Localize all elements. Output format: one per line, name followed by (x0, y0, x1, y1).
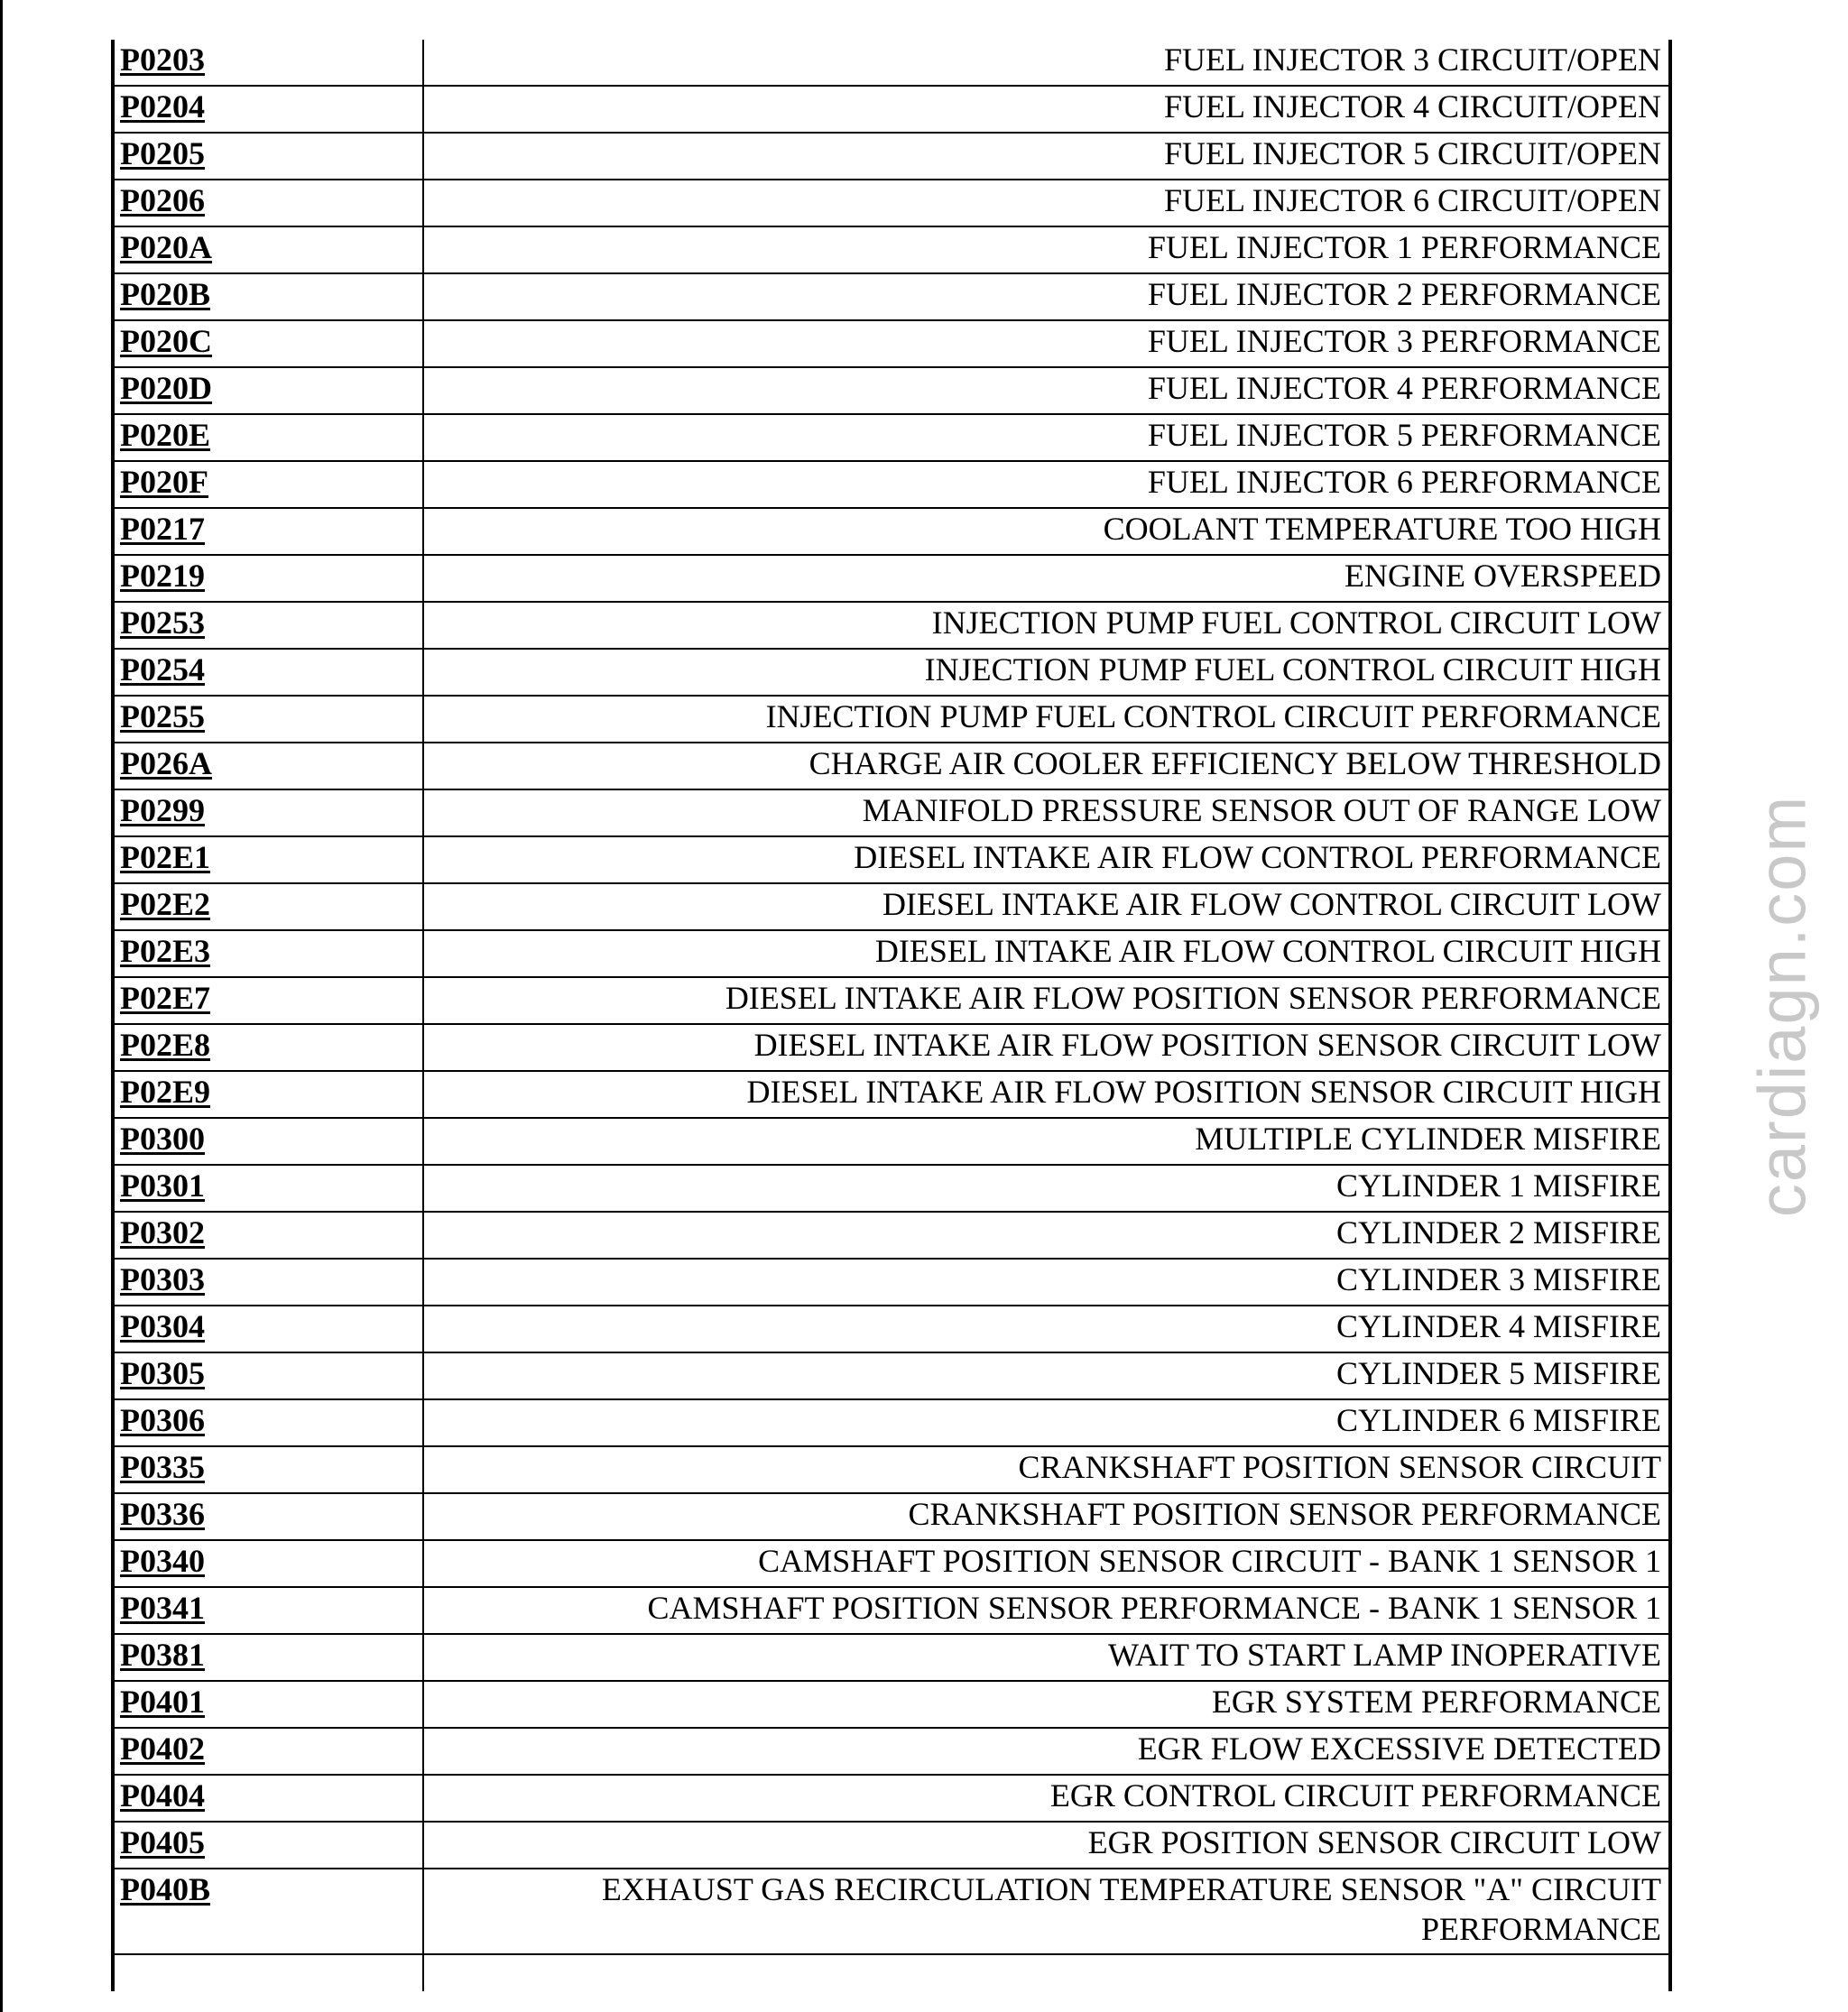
dtc-description-cell: EXHAUST GAS RECIRCULATION TEMPERATURE SENSOR "A" CIRCUIT PERFORMANCE (423, 1869, 1670, 1954)
table-row (113, 1775, 1670, 1822)
dtc-code-cell[interactable]: P0405 (113, 1822, 423, 1869)
table-row (113, 273, 1670, 320)
dtc-code-cell[interactable]: P0255 (113, 696, 423, 743)
dtc-code-cell[interactable]: P0301 (113, 1165, 423, 1212)
dtc-code-cell[interactable]: P02E3 (113, 930, 423, 977)
dtc-code-cell[interactable]: P0305 (113, 1352, 423, 1399)
table-row (113, 696, 1670, 743)
dtc-description-cell: DIESEL INTAKE AIR FLOW CONTROL CIRCUIT HIGH (423, 930, 1670, 977)
dtc-code-cell[interactable]: P0304 (113, 1306, 423, 1352)
dtc-description-cell: CYLINDER 5 MISFIRE (423, 1352, 1670, 1399)
dtc-description-cell: FUEL INJECTOR 1 PERFORMANCE (423, 226, 1670, 273)
table-row (113, 930, 1670, 977)
dtc-code-cell[interactable]: P0303 (113, 1259, 423, 1306)
dtc-code-cell[interactable]: P026A (113, 743, 423, 789)
dtc-description-cell: DIESEL INTAKE AIR FLOW POSITION SENSOR CIRCUIT LOW (423, 1024, 1670, 1071)
dtc-code-cell[interactable]: P020F (113, 461, 423, 508)
dtc-code-cell[interactable]: P02E8 (113, 1024, 423, 1071)
dtc-description-cell: CYLINDER 3 MISFIRE (423, 1259, 1670, 1306)
dtc-description-cell: MANIFOLD PRESSURE SENSOR OUT OF RANGE LOW (423, 789, 1670, 836)
dtc-code-cell[interactable]: P0203 (113, 40, 423, 86)
table-row (113, 883, 1670, 930)
table-row (113, 461, 1670, 508)
table-row (113, 180, 1670, 226)
table-row (113, 1869, 1670, 1954)
dtc-description-cell: DIESEL INTAKE AIR FLOW POSITION SENSOR CIRCUIT HIGH (423, 1071, 1670, 1118)
table-row (113, 86, 1670, 133)
table-row (113, 649, 1670, 696)
dtc-table (111, 40, 1672, 1991)
dtc-description-cell: EGR POSITION SENSOR CIRCUIT LOW (423, 1822, 1670, 1869)
table-row (113, 743, 1670, 789)
table-row (113, 1634, 1670, 1681)
table-row (113, 226, 1670, 273)
dtc-code-cell[interactable]: P0299 (113, 789, 423, 836)
dtc-description-cell: DIESEL INTAKE AIR FLOW CONTROL CIRCUIT LOW (423, 883, 1670, 930)
dtc-description-cell: INJECTION PUMP FUEL CONTROL CIRCUIT HIGH (423, 649, 1670, 696)
dtc-description-cell: CAMSHAFT POSITION SENSOR CIRCUIT - BANK 1 SENSOR 1 (423, 1540, 1670, 1587)
dtc-code-cell[interactable]: P0401 (113, 1681, 423, 1728)
table-row (113, 789, 1670, 836)
table-row (113, 508, 1670, 555)
table-row (113, 414, 1670, 461)
dtc-description-cell: EGR CONTROL CIRCUIT PERFORMANCE (423, 1775, 1670, 1822)
dtc-description-cell: ENGINE OVERSPEED (423, 555, 1670, 602)
table-row (113, 367, 1670, 414)
table-row (113, 1587, 1670, 1634)
dtc-code-cell[interactable]: P0217 (113, 508, 423, 555)
dtc-code-cell[interactable]: P0341 (113, 1587, 423, 1634)
table-row (113, 1259, 1670, 1306)
dtc-description-cell: INJECTION PUMP FUEL CONTROL CIRCUIT PERFORMANCE (423, 696, 1670, 743)
empty-description-cell (423, 1954, 1670, 1991)
table-row (113, 1118, 1670, 1165)
table-row (113, 1681, 1670, 1728)
dtc-code-cell[interactable]: P0204 (113, 86, 423, 133)
table-row (113, 1446, 1670, 1493)
dtc-description-cell: FUEL INJECTOR 5 PERFORMANCE (423, 414, 1670, 461)
dtc-description-cell: EGR SYSTEM PERFORMANCE (423, 1681, 1670, 1728)
dtc-description-cell: COOLANT TEMPERATURE TOO HIGH (423, 508, 1670, 555)
table-row (113, 602, 1670, 649)
dtc-code-cell[interactable]: P02E9 (113, 1071, 423, 1118)
dtc-description-cell: FUEL INJECTOR 2 PERFORMANCE (423, 273, 1670, 320)
table-row (113, 133, 1670, 180)
dtc-code-cell[interactable]: P0205 (113, 133, 423, 180)
dtc-description-cell: FUEL INJECTOR 4 PERFORMANCE (423, 367, 1670, 414)
dtc-code-cell[interactable]: P0219 (113, 555, 423, 602)
dtc-description-cell: EGR FLOW EXCESSIVE DETECTED (423, 1728, 1670, 1775)
dtc-code-cell[interactable]: P0206 (113, 180, 423, 226)
dtc-description-cell: WAIT TO START LAMP INOPERATIVE (423, 1634, 1670, 1681)
dtc-description-cell: MULTIPLE CYLINDER MISFIRE (423, 1118, 1670, 1165)
table-row (113, 1306, 1670, 1352)
dtc-code-cell[interactable]: P040B (113, 1869, 423, 1954)
empty-code-cell (113, 1954, 423, 1991)
dtc-description-cell: DIESEL INTAKE AIR FLOW CONTROL PERFORMANCE (423, 836, 1670, 883)
dtc-code-cell[interactable]: P0253 (113, 602, 423, 649)
dtc-description-cell: FUEL INJECTOR 6 PERFORMANCE (423, 461, 1670, 508)
table-row (113, 40, 1670, 86)
dtc-code-cell[interactable]: P020C (113, 320, 423, 367)
dtc-code-cell[interactable]: P020A (113, 226, 423, 273)
table-row (113, 1822, 1670, 1869)
table-row-empty (113, 1954, 1670, 1991)
dtc-description-cell: FUEL INJECTOR 4 CIRCUIT/OPEN (423, 86, 1670, 133)
dtc-description-cell: FUEL INJECTOR 5 CIRCUIT/OPEN (423, 133, 1670, 180)
dtc-code-cell[interactable]: P0381 (113, 1634, 423, 1681)
table-row (113, 1024, 1670, 1071)
table-row (113, 1728, 1670, 1775)
dtc-description-cell: CYLINDER 6 MISFIRE (423, 1399, 1670, 1446)
dtc-code-cell[interactable]: P02E2 (113, 883, 423, 930)
dtc-description-cell: CYLINDER 4 MISFIRE (423, 1306, 1670, 1352)
dtc-description-cell: CYLINDER 2 MISFIRE (423, 1212, 1670, 1259)
dtc-code-cell[interactable]: P0335 (113, 1446, 423, 1493)
dtc-code-cell[interactable]: P0336 (113, 1493, 423, 1540)
dtc-description-cell: INJECTION PUMP FUEL CONTROL CIRCUIT LOW (423, 602, 1670, 649)
table-row (113, 1071, 1670, 1118)
dtc-code-cell[interactable]: P02E7 (113, 977, 423, 1024)
dtc-description-cell: FUEL INJECTOR 3 PERFORMANCE (423, 320, 1670, 367)
table-row (113, 977, 1670, 1024)
dtc-code-cell[interactable]: P020B (113, 273, 423, 320)
table-row (113, 836, 1670, 883)
dtc-description-cell: CAMSHAFT POSITION SENSOR PERFORMANCE - BANK 1 SENSOR 1 (423, 1587, 1670, 1634)
table-row (113, 1540, 1670, 1587)
dtc-table-body (113, 40, 1670, 1991)
watermark: cardiagn.com (1744, 794, 1820, 1218)
table-row (113, 1165, 1670, 1212)
table-row (113, 320, 1670, 367)
dtc-code-cell[interactable]: P0402 (113, 1728, 423, 1775)
dtc-description-cell: DIESEL INTAKE AIR FLOW POSITION SENSOR PERFORMANCE (423, 977, 1670, 1024)
dtc-code-cell[interactable]: P0404 (113, 1775, 423, 1822)
table-row (113, 555, 1670, 602)
dtc-code-cell[interactable]: P0302 (113, 1212, 423, 1259)
dtc-description-cell: CRANKSHAFT POSITION SENSOR CIRCUIT (423, 1446, 1670, 1493)
table-row (113, 1493, 1670, 1540)
dtc-description-cell: CYLINDER 1 MISFIRE (423, 1165, 1670, 1212)
dtc-code-cell[interactable]: P02E1 (113, 836, 423, 883)
table-row (113, 1399, 1670, 1446)
table-row (113, 1352, 1670, 1399)
table-row (113, 1212, 1670, 1259)
dtc-code-cell[interactable]: P020D (113, 367, 423, 414)
dtc-table-container (111, 40, 1668, 1991)
dtc-description-cell: CRANKSHAFT POSITION SENSOR PERFORMANCE (423, 1493, 1670, 1540)
dtc-description-cell: FUEL INJECTOR 3 CIRCUIT/OPEN (423, 40, 1670, 86)
dtc-description-cell: CHARGE AIR COOLER EFFICIENCY BELOW THRESHOLD (423, 743, 1670, 789)
dtc-code-cell[interactable]: P0254 (113, 649, 423, 696)
dtc-code-cell[interactable]: P0300 (113, 1118, 423, 1165)
dtc-description-cell: FUEL INJECTOR 6 CIRCUIT/OPEN (423, 180, 1670, 226)
dtc-code-cell[interactable]: P0340 (113, 1540, 423, 1587)
dtc-code-cell[interactable]: P020E (113, 414, 423, 461)
dtc-code-cell[interactable]: P0306 (113, 1399, 423, 1446)
page-left-border (0, 0, 3, 2012)
